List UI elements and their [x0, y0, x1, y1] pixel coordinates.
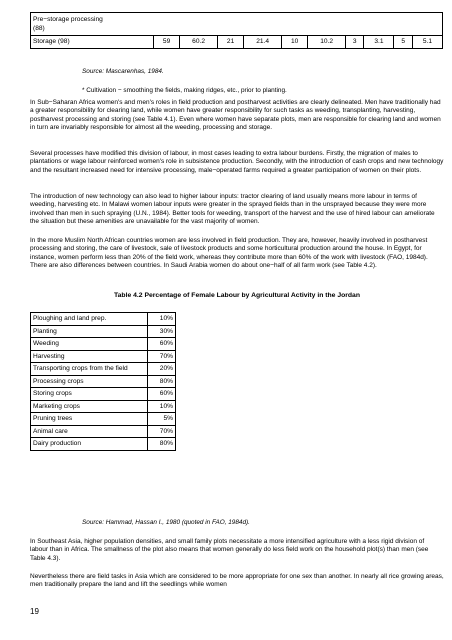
paragraph: In the more Muslim North African countries women are less involved in field production. They are, however, heavily involved in postharvest processing and storing, the care of livestock, sale of livestock products and some horticultural production around the house. In Egypt, for instance, women perform less than 20% of the field work, whereas they contribute more than 60% of the work with livestock (FAO, 1984d). There are also differences between countries. In Saudi Arabia women do about one−half of all farm work (see Table 4.2).	[30, 237, 428, 269]
table-cell: 3.1	[364, 36, 394, 49]
table-row	[31, 400, 176, 413]
paragraph: Several processes have modified this division of labour, in most cases leading to extra labour burdens. Firstly, the migration of males to plantations or wage labour reinforced women's role in subsistence production. Secondly, with the introduction of cash crops and new technology and the resultant increased need for intensive processing, male−operated farms required a greater participation of women on their plots.	[30, 150, 444, 174]
percent-cell: 80%	[148, 438, 176, 451]
table-cell: 10	[282, 36, 308, 49]
percent-cell: 5%	[148, 413, 176, 426]
table-cell: 21.4	[244, 36, 282, 49]
percent-cell: 10%	[148, 400, 176, 413]
activity-cell: Weeding	[31, 338, 148, 351]
percent-cell: 70%	[148, 425, 176, 438]
activity-cell: Ploughing and land prep.	[31, 313, 148, 326]
activity-cell: Planting	[31, 325, 148, 338]
table-row	[31, 425, 176, 438]
activity-cell: Marketing crops	[31, 400, 148, 413]
percent-cell: 80%	[148, 375, 176, 388]
table-cell-label: Storage (98)	[31, 36, 154, 49]
table-cell: 10.2	[308, 36, 346, 49]
table-row	[31, 363, 176, 376]
percent-cell: 70%	[148, 350, 176, 363]
percent-cell: 20%	[148, 363, 176, 376]
table-source: Source: Mascarenhas, 1984.	[82, 68, 164, 75]
labour-table-continued	[30, 12, 443, 49]
activity-cell: Animal care	[31, 425, 148, 438]
activity-cell: Pruning trees	[31, 413, 148, 426]
table-row	[31, 313, 176, 326]
table-caption: Table 4.2 Percentage of Female Labour by Agricultural Activity in the Jordan	[113, 292, 360, 299]
table-cell-label: Pre−storage processing (88)	[31, 13, 443, 36]
female-labour-table	[30, 312, 176, 451]
table-row	[31, 325, 176, 338]
activity-cell: Storing crops	[31, 388, 148, 401]
table-row	[31, 350, 176, 363]
activity-cell: Harvesting	[31, 350, 148, 363]
percent-cell: 60%	[148, 338, 176, 351]
activity-cell: Dairy production	[31, 438, 148, 451]
table-row	[31, 438, 176, 451]
paragraph: The introduction of new technology can also lead to higher labour inputs: tractor clearing of land usually means more labour in terms of weeding, harvesting etc. In Malawi women labour inputs were greater in the sprayed fields than in the unsprayed because they were more involved than men in such spraying (U.N., 1984). Better tools for weeding, transport of the harvest and the use of hired labour can ameliorate the situation but these amenities are unavailable for the vast majority of women.	[30, 193, 435, 225]
table-row	[31, 375, 176, 388]
table-cell: 60.2	[180, 36, 218, 49]
table-cell: 5.1	[412, 36, 442, 49]
percent-cell: 60%	[148, 388, 176, 401]
paragraph: Nevertheless there are field tasks in Asia which are considered to be more appropriate for one sex than another. In nearly all rice growing areas, men traditionally prepare the land and lift the seedlings while women	[30, 573, 444, 589]
paragraph: In Southeast Asia, higher population densities, and small family plots necessitate a more intensified agriculture with a less rigid division of labour than in Africa. The smallness of the plot also means that women generally do less field work on the household plot(s) than men (see Table 4.3).	[30, 538, 429, 562]
page-number: 19	[30, 607, 39, 616]
paragraph: In Sub−Saharan Africa women's and men's roles in field production and postharvest activities are clearly delineated. Men have traditionally had a greater responsibility for clearing land, while women have greater responsibility for such tasks as weeding, transplanting, harvesting, postharvest processing and storing (see Table 4.1). Even where women have separate plots, men are responsible for clearing land and women in turn are invariably responsible for almost all the weeding, processing and storage.	[30, 99, 441, 131]
table-row	[31, 13, 443, 36]
percent-cell: 30%	[148, 325, 176, 338]
footnote: * Cultivation − smoothing the fields, making ridges, etc., prior to planting.	[82, 87, 287, 94]
table-row	[31, 36, 443, 49]
table-cell: 21	[218, 36, 244, 49]
table-row	[31, 338, 176, 351]
table-source: Source: Hammad, Hassan I., 1980 (quoted in FAO, 1984d).	[82, 519, 250, 526]
table-cell: 3	[346, 36, 364, 49]
percent-cell: 10%	[148, 313, 176, 326]
table-row	[31, 388, 176, 401]
table-cell: 59	[154, 36, 180, 49]
activity-cell: Transporting crops from the field	[31, 363, 148, 376]
activity-cell: Processing crops	[31, 375, 148, 388]
table-row	[31, 413, 176, 426]
table-cell: 5	[394, 36, 412, 49]
